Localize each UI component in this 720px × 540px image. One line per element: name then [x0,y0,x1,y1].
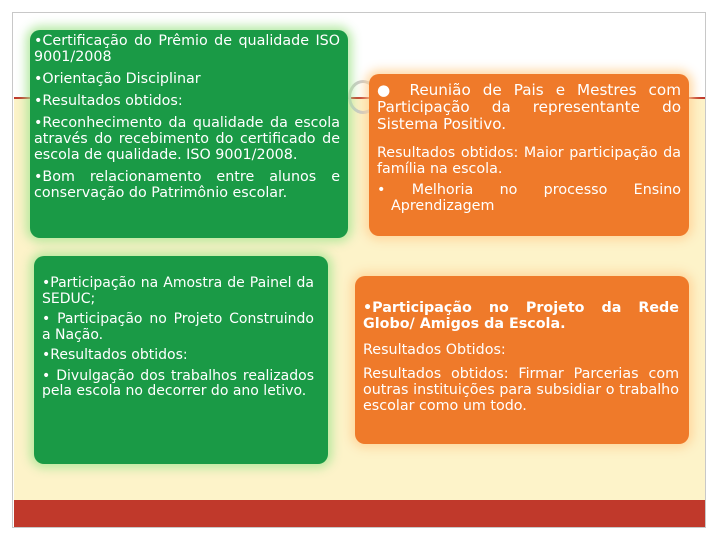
seduc-participation-box [34,256,328,464]
list-item: • Melhoria no processo Ensino Aprendizagem [377,182,681,214]
parents-meeting-box [369,74,689,236]
list-item: •Reconhecimento da qualidade da escola através do recebimento do certificado de escola de qualidade. ISO 9001/2008. [34,115,340,163]
list-item: •Bom relacionamento entre alunos e conservação do Patrimônio escolar. [34,169,340,201]
list-item: •Resultados obtidos: [42,347,188,363]
list-item: • Divulgação dos trabalhos realizados pela escola no decorrer do ano letivo. [42,367,314,399]
results-label: Resultados Obtidos: [363,342,506,358]
amigos-da-escola-box [355,276,689,444]
footer-bar [14,500,705,527]
box-heading: •Participação no Projeto da Rede Globo/ Amigos da Escola. [363,300,679,332]
list-item: • Participação no Projeto Construindo a Nação. [42,311,314,343]
list-item: •Participação na Amostra de Painel da SEDUC; [42,275,314,307]
quality-certification-box [30,30,348,238]
box-heading: ● Reunião de Pais e Mestres com Participação da representante do Sistema Positivo. [377,81,681,133]
results-text: Resultados obtidos: Maior participação da família na escola. [377,145,681,177]
results-text: Resultados obtidos: Firmar Parcerias com outras instituições para subsidiar o trabalho escolar como um todo. [363,366,679,414]
list-item: •Orientação Disciplinar [34,71,201,87]
list-item: •Certificação do Prêmio de qualidade ISO 9001/2008 [34,33,340,65]
list-item: •Resultados obtidos: [34,93,183,109]
